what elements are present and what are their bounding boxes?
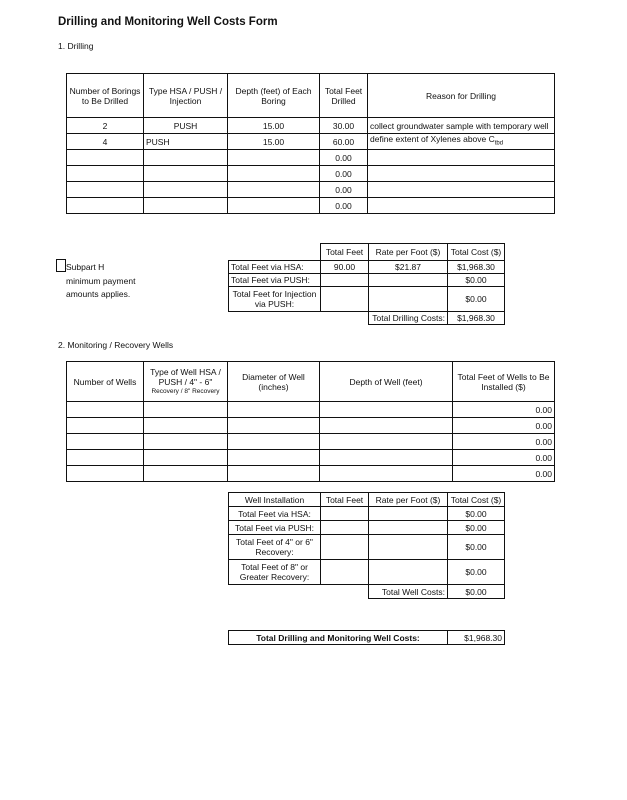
- hsa-total-cost: $1,968.30: [448, 261, 505, 274]
- table-row: [229, 287, 505, 312]
- header-well-type-recovery: Recovery / 8" Recovery: [151, 387, 220, 395]
- well-4-6-recovery-feet: [321, 535, 369, 560]
- header-well-installation: Well Installation: [229, 493, 321, 507]
- well-total-feet: 0.00: [453, 466, 555, 482]
- wells-count[interactable]: [67, 434, 144, 450]
- header-well-type-text: Type of Well HSA / PUSH / 4" - 6": [150, 366, 221, 387]
- well-depth[interactable]: [320, 466, 453, 482]
- section-2-label: 2. Monitoring / Recovery Wells: [58, 340, 174, 350]
- well-push-label: Total Feet via PUSH:: [229, 521, 321, 535]
- drilling-reason-text: define extent of Xylenes above C: [370, 134, 495, 145]
- boring-type[interactable]: [144, 182, 228, 198]
- well-depth[interactable]: [320, 402, 453, 418]
- subpart-h-checkbox[interactable]: [56, 259, 66, 272]
- grand-total-value: $1,968.30: [448, 631, 505, 645]
- table-row: [67, 166, 555, 182]
- well-costs-table: [228, 492, 505, 599]
- table-row: [67, 418, 555, 434]
- injection-rate[interactable]: [369, 287, 448, 312]
- total-drilling-costs-value: $1,968.30: [448, 312, 505, 325]
- hsa-rate[interactable]: $21.87: [369, 261, 448, 274]
- table-row: [67, 402, 555, 418]
- table-row: [229, 560, 505, 585]
- drilling-reason[interactable]: [368, 182, 555, 198]
- well-type[interactable]: [144, 434, 228, 450]
- well-4-6-recovery-rate[interactable]: [369, 535, 448, 560]
- header-reason: Reason for Drilling: [368, 74, 555, 118]
- header-total-feet: Total Feet: [321, 493, 369, 507]
- well-hsa-cost: $0.00: [448, 507, 505, 521]
- table-row: [229, 535, 505, 560]
- well-depth[interactable]: [320, 418, 453, 434]
- wells-count[interactable]: [67, 418, 144, 434]
- section-1-label: 1. Drilling: [58, 41, 94, 51]
- borings-count[interactable]: [67, 150, 144, 166]
- subpart-h-label: Subpart H: [66, 262, 105, 272]
- boring-type[interactable]: PUSH: [144, 134, 228, 150]
- header-well-depth: Depth of Well (feet): [320, 362, 453, 402]
- well-type[interactable]: [144, 402, 228, 418]
- well-push-feet: [321, 521, 369, 535]
- drilling-reason-subscript: tbd: [494, 140, 504, 147]
- header-total-feet-wells: Total Feet of Wells to Be Installed ($): [453, 362, 555, 402]
- well-depth[interactable]: [320, 450, 453, 466]
- well-diameter[interactable]: [228, 450, 320, 466]
- wells-count[interactable]: [67, 450, 144, 466]
- table-row: [67, 150, 555, 166]
- borings-count[interactable]: 2: [67, 118, 144, 134]
- table-row: [229, 261, 505, 274]
- well-push-cost: $0.00: [448, 521, 505, 535]
- table-row: [67, 134, 555, 150]
- table-row: [229, 507, 505, 521]
- push-total-feet: [321, 274, 369, 287]
- well-diameter[interactable]: [228, 434, 320, 450]
- well-type[interactable]: [144, 466, 228, 482]
- total-feet-drilled: 0.00: [320, 150, 368, 166]
- grand-total-table: [228, 630, 505, 645]
- well-hsa-feet: [321, 507, 369, 521]
- well-4-6-recovery-label: Total Feet of 4" or 6" Recovery:: [229, 535, 321, 560]
- header-type: Type HSA / PUSH / Injection: [144, 74, 228, 118]
- hsa-feet-label: Total Feet via HSA:: [229, 261, 321, 274]
- form-title: Drilling and Monitoring Well Costs Form: [58, 16, 278, 28]
- table-row: [229, 521, 505, 535]
- borings-count[interactable]: [67, 198, 144, 214]
- injection-total-cost: $0.00: [448, 287, 505, 312]
- drilling-reason[interactable]: [368, 198, 555, 214]
- grand-total-label: Total Drilling and Monitoring Well Costs:: [229, 631, 448, 645]
- well-diameter[interactable]: [228, 402, 320, 418]
- total-feet-drilled: 0.00: [320, 166, 368, 182]
- table-row: [67, 466, 555, 482]
- monitoring-wells-table: [66, 361, 555, 482]
- subpart-h-note-line2: amounts applies.: [66, 289, 131, 299]
- well-8-recovery-cost: $0.00: [448, 560, 505, 585]
- boring-depth[interactable]: 15.00: [228, 118, 320, 134]
- boring-depth[interactable]: [228, 150, 320, 166]
- total-drilling-costs-label: Total Drilling Costs:: [369, 312, 448, 325]
- borings-count[interactable]: [67, 166, 144, 182]
- drilling-reason[interactable]: collect groundwater sample with temporary well: [368, 118, 555, 134]
- table-row: [67, 198, 555, 214]
- well-push-rate[interactable]: [369, 521, 448, 535]
- well-total-feet: 0.00: [453, 402, 555, 418]
- header-rate-per-foot: Rate per Foot ($): [369, 244, 448, 261]
- header-total-feet: Total Feet: [321, 244, 369, 261]
- header-rate-per-foot: Rate per Foot ($): [369, 493, 448, 507]
- boring-depth[interactable]: [228, 166, 320, 182]
- table-row: [229, 274, 505, 287]
- well-8-recovery-feet: [321, 560, 369, 585]
- well-hsa-label: Total Feet via HSA:: [229, 507, 321, 521]
- push-total-cost: $0.00: [448, 274, 505, 287]
- well-total-feet: 0.00: [453, 418, 555, 434]
- table-row: [67, 182, 555, 198]
- table-row: [67, 434, 555, 450]
- boring-type[interactable]: [144, 198, 228, 214]
- borings-count[interactable]: [67, 182, 144, 198]
- push-feet-label: Total Feet via PUSH:: [229, 274, 321, 287]
- hsa-total-feet: 90.00: [321, 261, 369, 274]
- well-hsa-rate[interactable]: [369, 507, 448, 521]
- boring-depth[interactable]: 15.00: [228, 134, 320, 150]
- boring-type[interactable]: [144, 166, 228, 182]
- push-rate[interactable]: [369, 274, 448, 287]
- drilling-costs-table: [228, 243, 505, 325]
- borings-count[interactable]: 4: [67, 134, 144, 150]
- well-8-recovery-label: Total Feet of 8" or Greater Recovery:: [229, 560, 321, 585]
- subpart-h-note-line1: minimum payment: [66, 276, 136, 286]
- total-feet-drilled: 60.00: [320, 134, 368, 150]
- header-diameter: Diameter of Well (inches): [228, 362, 320, 402]
- total-well-costs-value: $0.00: [448, 585, 505, 599]
- drilling-reason[interactable]: [368, 150, 555, 166]
- header-total-cost: Total Cost ($): [448, 244, 505, 261]
- well-type[interactable]: [144, 418, 228, 434]
- header-depth: Depth (feet) of Each Boring: [228, 74, 320, 118]
- boring-depth[interactable]: [228, 182, 320, 198]
- header-total-cost: Total Cost ($): [448, 493, 505, 507]
- well-depth[interactable]: [320, 434, 453, 450]
- total-feet-drilled: 30.00: [320, 118, 368, 134]
- total-feet-drilled: 0.00: [320, 198, 368, 214]
- total-well-costs-label: Total Well Costs:: [369, 585, 448, 599]
- injection-total-feet: [321, 287, 369, 312]
- boring-type[interactable]: PUSH: [144, 118, 228, 134]
- boring-depth[interactable]: [228, 198, 320, 214]
- well-total-feet: 0.00: [453, 434, 555, 450]
- header-number-wells: Number of Wells: [67, 362, 144, 402]
- table-row: [67, 450, 555, 466]
- well-diameter[interactable]: [228, 418, 320, 434]
- header-number-borings: Number of Borings to Be Drilled: [67, 74, 144, 118]
- well-total-feet: 0.00: [453, 450, 555, 466]
- header-total-feet: Total Feet Drilled: [320, 74, 368, 118]
- total-feet-drilled: 0.00: [320, 182, 368, 198]
- well-type[interactable]: [144, 450, 228, 466]
- well-8-recovery-rate[interactable]: [369, 560, 448, 585]
- drilling-reason[interactable]: [368, 134, 555, 150]
- table-row: [67, 118, 555, 134]
- drilling-reason[interactable]: [368, 166, 555, 182]
- boring-type[interactable]: [144, 150, 228, 166]
- injection-feet-label: Total Feet for Injection via PUSH:: [229, 287, 321, 312]
- header-well-type: [144, 362, 228, 402]
- well-4-6-recovery-cost: $0.00: [448, 535, 505, 560]
- wells-count[interactable]: [67, 402, 144, 418]
- well-diameter[interactable]: [228, 466, 320, 482]
- drilling-table: [66, 73, 555, 214]
- wells-count[interactable]: [67, 466, 144, 482]
